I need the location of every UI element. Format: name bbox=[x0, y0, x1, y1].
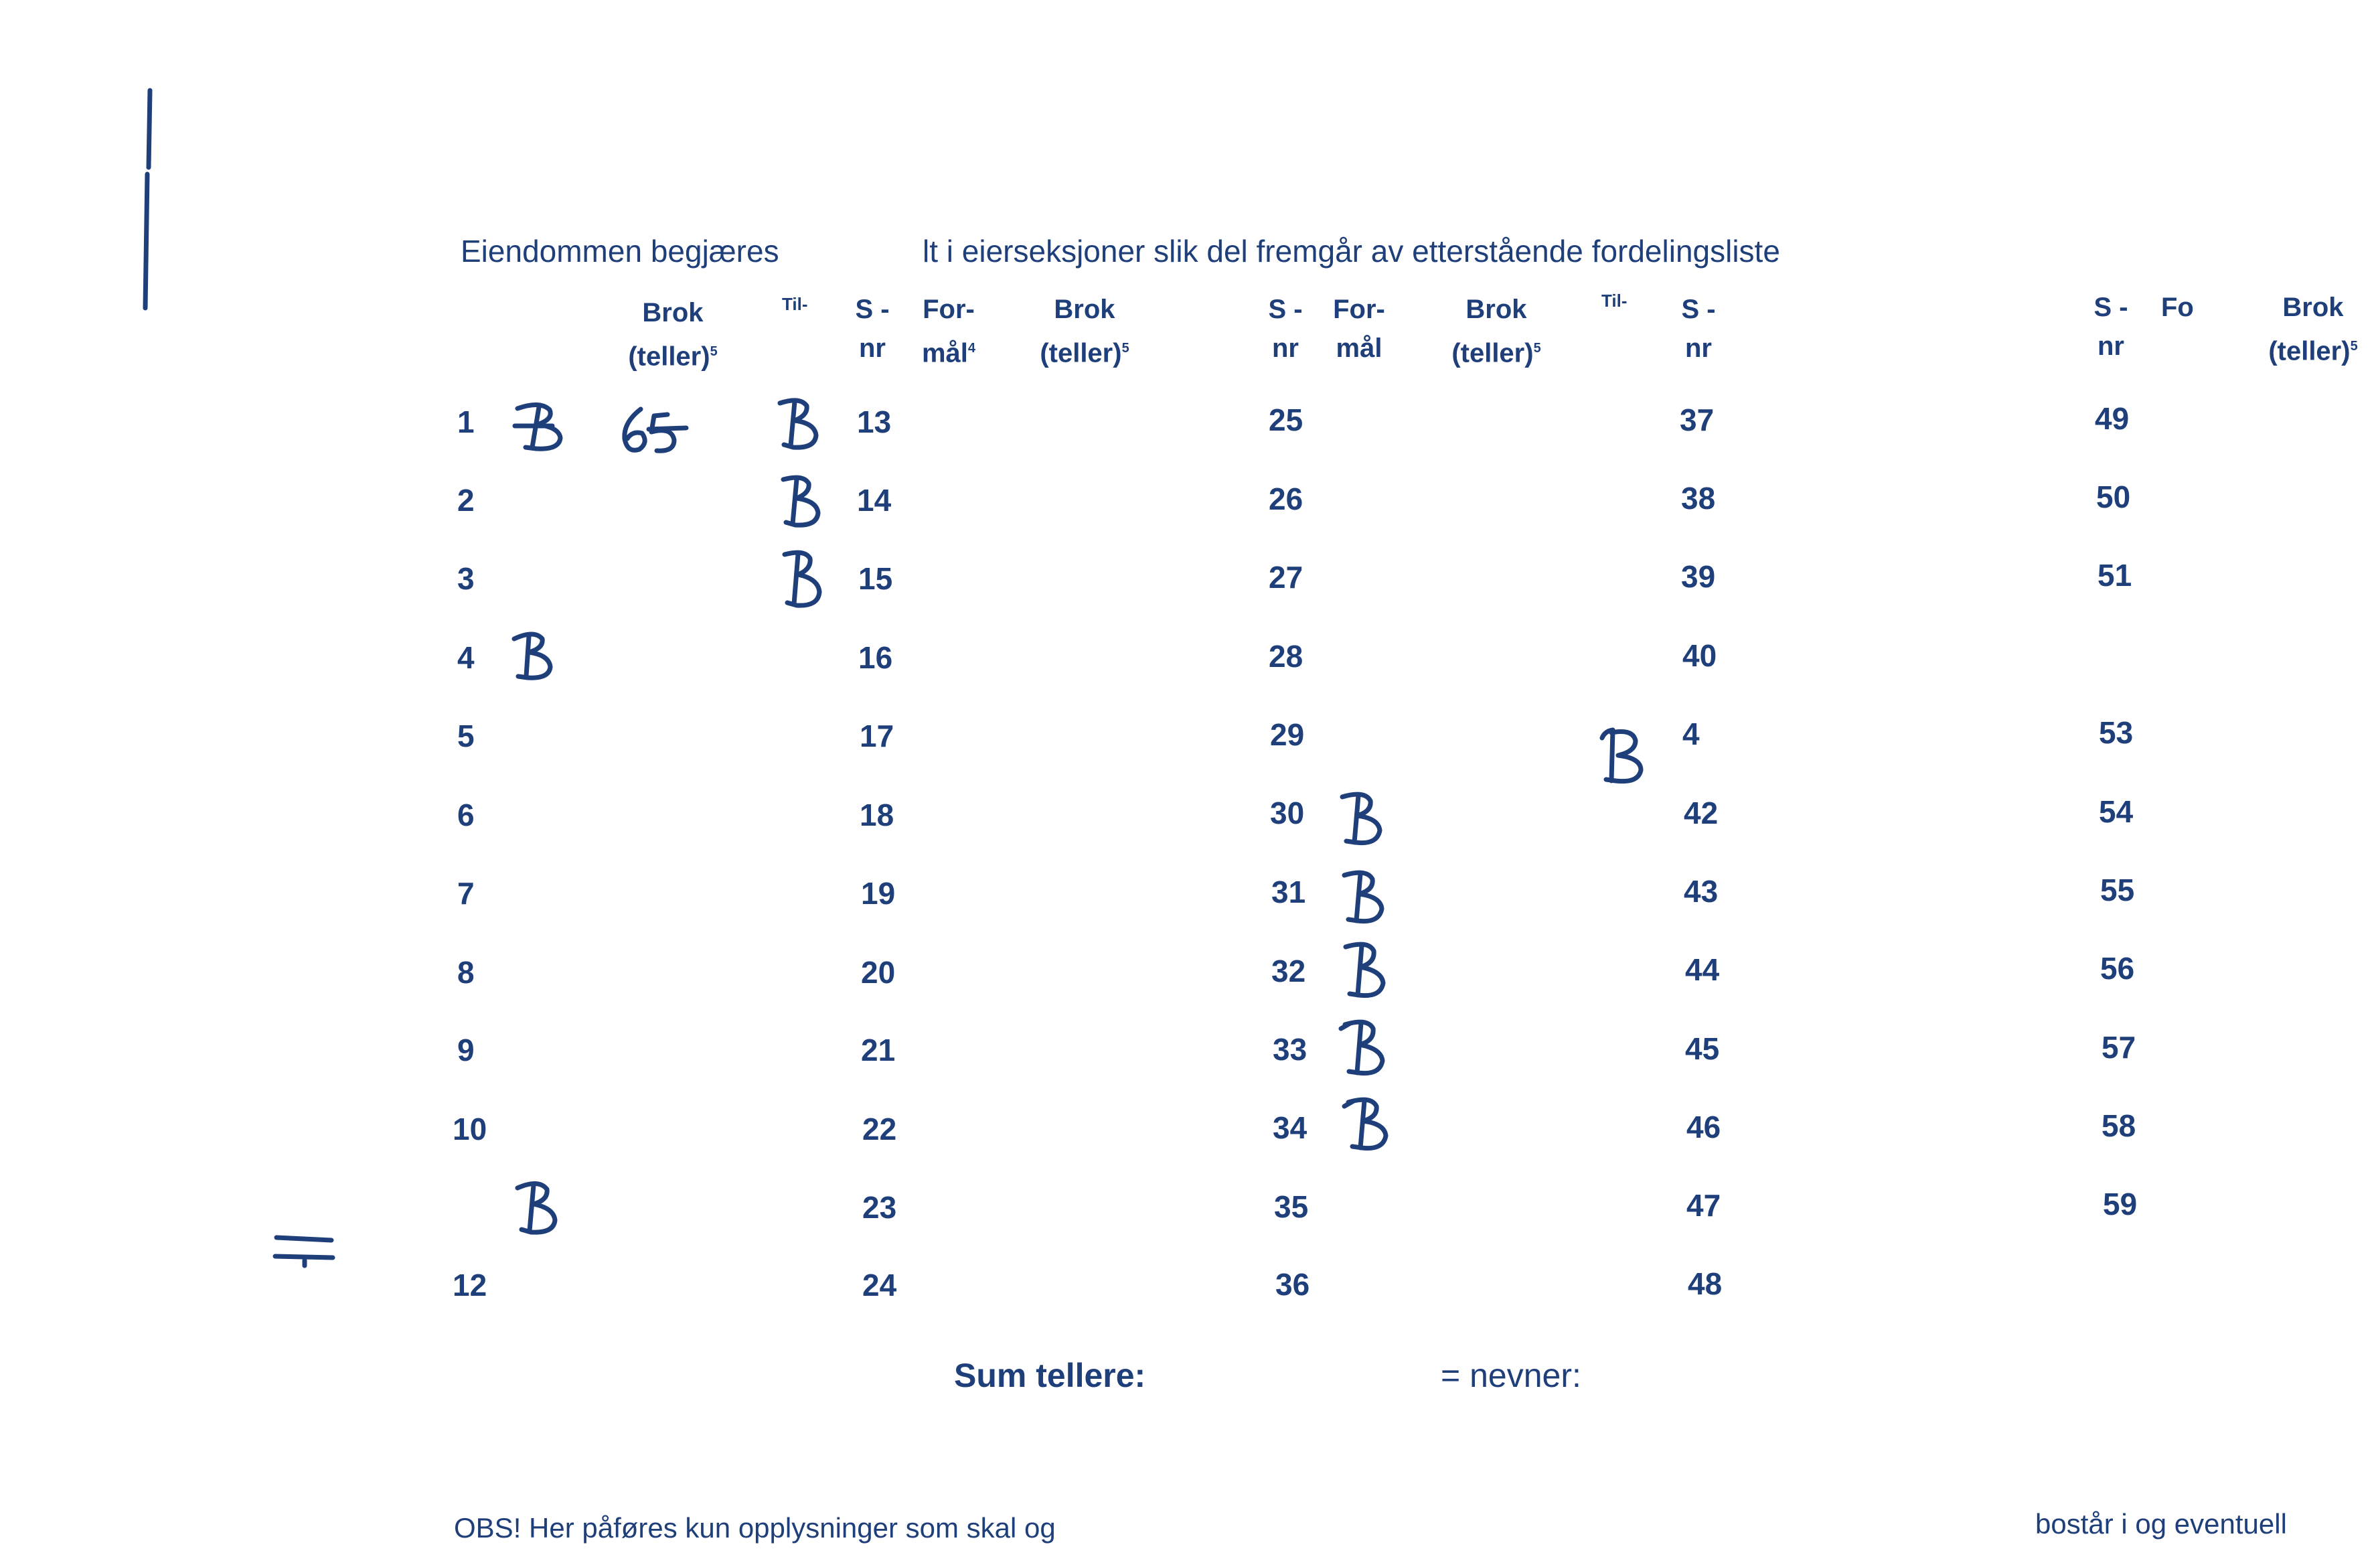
footer-note-right: bostår i og eventuell bbox=[2035, 1508, 2287, 1540]
section-number: 34 bbox=[1273, 1110, 1307, 1145]
section-number: 56 bbox=[2100, 951, 2135, 986]
handwritten-b-mark bbox=[512, 1179, 566, 1239]
section-number: 4 bbox=[1682, 717, 1700, 751]
section-number: 4 bbox=[457, 640, 475, 675]
section-number: 1 bbox=[457, 404, 475, 439]
section-number: 33 bbox=[1273, 1032, 1307, 1067]
header-fo-5: Fo bbox=[2161, 293, 2194, 322]
section-number: 53 bbox=[2099, 715, 2134, 750]
section-number: 48 bbox=[1688, 1266, 1723, 1301]
section-number: 32 bbox=[1271, 954, 1306, 988]
handwritten-b-mark bbox=[1338, 867, 1391, 927]
section-number: 45 bbox=[1685, 1031, 1720, 1066]
section-number: 30 bbox=[1270, 796, 1305, 830]
form-title-left: Eiendommen begjæres bbox=[461, 234, 779, 269]
handwritten-b-mark bbox=[1597, 725, 1650, 792]
handwritten-b-mark bbox=[1339, 939, 1393, 1002]
nevner-label: = nevner: bbox=[1441, 1357, 1581, 1394]
header-snr-2: S - nr bbox=[855, 295, 890, 363]
section-number: 51 bbox=[2097, 558, 2132, 593]
footer-note-left: OBS! Her påføres kun opplysninger som skal og bbox=[454, 1512, 1056, 1544]
section-number: 25 bbox=[1269, 402, 1303, 437]
section-number: 40 bbox=[1682, 638, 1717, 673]
section-number: 14 bbox=[857, 483, 892, 518]
section-number: 23 bbox=[862, 1190, 897, 1225]
section-number: 5 bbox=[457, 719, 475, 753]
header-brok-teller-5: Brok (teller)$^5$ bbox=[2268, 293, 2358, 366]
header-brok-teller-2: Brok (teller)$^5$ bbox=[1040, 295, 1129, 368]
section-number: 43 bbox=[1684, 874, 1719, 909]
handwritten-b-mark bbox=[512, 400, 572, 454]
section-number: 20 bbox=[861, 955, 896, 990]
header-til-1: Til- bbox=[782, 294, 808, 314]
header-snr-3: S - nr bbox=[1268, 295, 1303, 363]
section-number: 7 bbox=[457, 876, 475, 911]
form-title-right: lt i eierseksjoner slik del fremgår av etterstående fordelingsliste bbox=[923, 234, 1780, 269]
handwritten-b-mark bbox=[777, 548, 830, 615]
section-number: 47 bbox=[1686, 1188, 1721, 1223]
section-number: 37 bbox=[1680, 402, 1715, 437]
section-number: 3 bbox=[457, 561, 475, 596]
section-number: 44 bbox=[1685, 952, 1720, 987]
section-number: 12 bbox=[453, 1268, 487, 1302]
section-number: 59 bbox=[2103, 1187, 2138, 1221]
handwritten-b-mark bbox=[1339, 1094, 1396, 1154]
section-number: 6 bbox=[457, 798, 475, 832]
section-number: 42 bbox=[1684, 796, 1719, 830]
section-number: 2 bbox=[457, 483, 475, 518]
header-formal-3: For- mål bbox=[1333, 295, 1385, 363]
section-number: 39 bbox=[1681, 559, 1716, 594]
section-number: 27 bbox=[1269, 560, 1303, 595]
sum-tellere-label: Sum tellere: bbox=[954, 1357, 1146, 1394]
section-number: 31 bbox=[1271, 875, 1306, 909]
handwritten-b-mark bbox=[1336, 1017, 1393, 1080]
section-number: 55 bbox=[2100, 873, 2135, 907]
margin-equals-mark bbox=[271, 1225, 338, 1272]
header-til-3: Til- bbox=[1601, 291, 1628, 311]
section-number: 13 bbox=[857, 404, 892, 439]
margin-line-mark bbox=[134, 87, 161, 315]
handwritten-b-mark bbox=[1336, 789, 1389, 849]
section-number: 28 bbox=[1269, 639, 1303, 674]
section-number: 19 bbox=[861, 876, 896, 911]
section-number: 8 bbox=[457, 955, 475, 990]
section-number: 15 bbox=[858, 561, 893, 596]
section-number: 16 bbox=[858, 640, 893, 675]
handwritten-b-mark bbox=[509, 629, 562, 683]
section-number: 54 bbox=[2099, 794, 2134, 829]
section-number: 57 bbox=[2101, 1030, 2136, 1065]
section-number: 35 bbox=[1274, 1189, 1309, 1224]
section-number: 26 bbox=[1269, 481, 1303, 516]
section-number: 18 bbox=[860, 798, 894, 832]
section-number: 17 bbox=[860, 719, 894, 753]
section-number: 49 bbox=[2095, 401, 2130, 436]
section-number: 9 bbox=[457, 1033, 475, 1067]
handwritten-65-mark bbox=[619, 405, 693, 459]
header-formal-2: For- mål$^4$ bbox=[921, 295, 976, 368]
section-number: 29 bbox=[1270, 717, 1305, 752]
handwritten-b-mark bbox=[775, 473, 829, 533]
section-number: 21 bbox=[861, 1033, 896, 1067]
handwritten-b-mark bbox=[773, 396, 827, 457]
section-number: 24 bbox=[862, 1268, 897, 1302]
section-number: 58 bbox=[2101, 1108, 2136, 1143]
section-number: 36 bbox=[1275, 1267, 1310, 1302]
section-number: 22 bbox=[862, 1112, 897, 1146]
section-number: 38 bbox=[1681, 481, 1716, 516]
section-number: 10 bbox=[453, 1112, 487, 1146]
section-number: 46 bbox=[1686, 1110, 1721, 1144]
header-snr-4: S - nr bbox=[1681, 295, 1716, 363]
header-brok-teller-1: Brok (teller)$^5$ bbox=[628, 298, 718, 372]
section-number: 50 bbox=[2096, 479, 2131, 514]
header-snr-5: S - nr bbox=[2093, 293, 2128, 361]
header-brok-teller-3: Brok (teller)$^5$ bbox=[1451, 295, 1541, 368]
